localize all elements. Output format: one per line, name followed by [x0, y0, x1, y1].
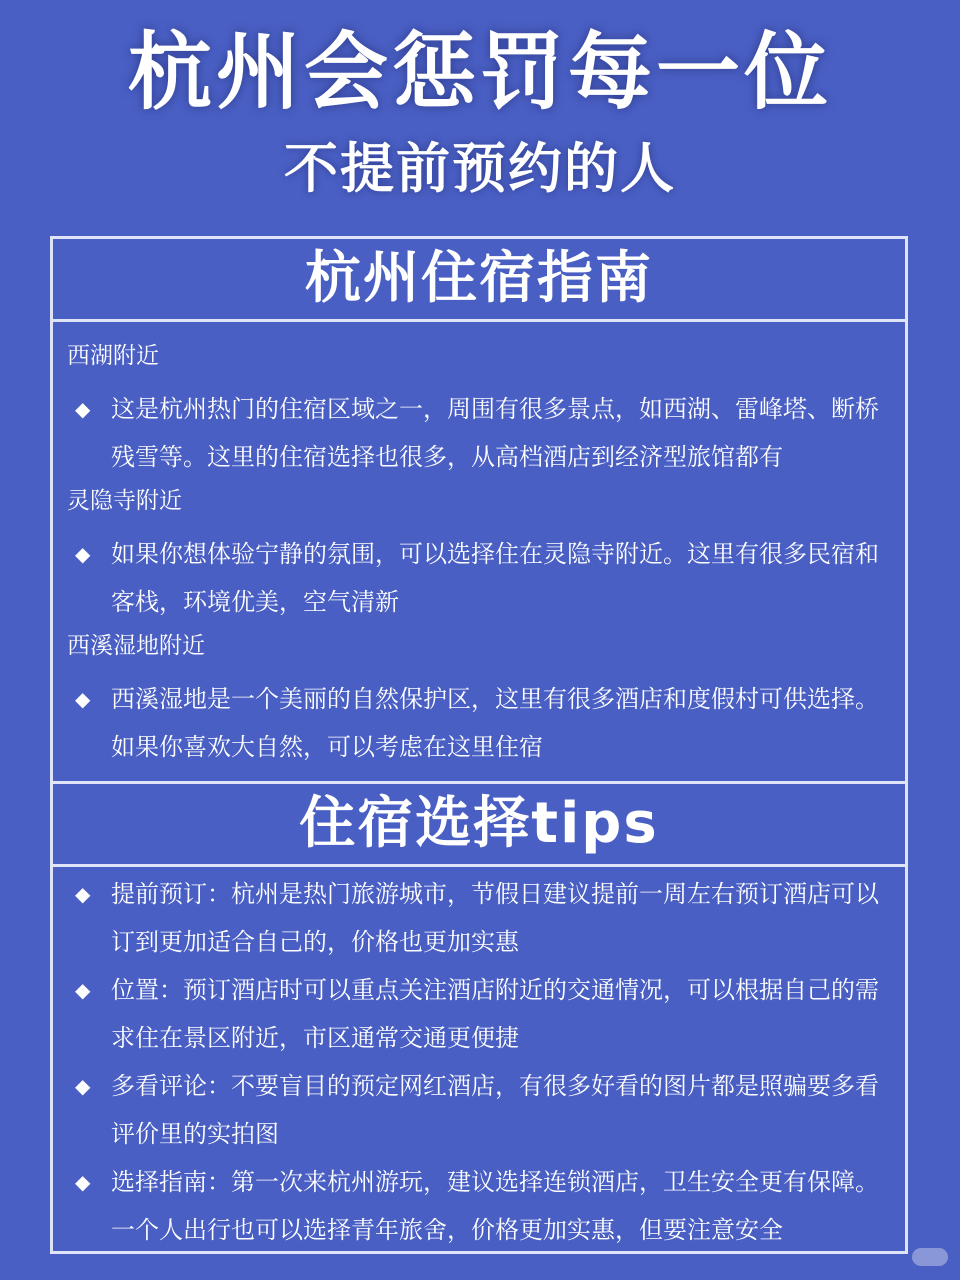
- area-text-west-lake: 这是杭州热门的住宿区域之一，周围有很多景点，如西湖、雷峰塔、断桥残雪等。这里的住宿选择也很多，从高档酒店到经济型旅馆都有: [111, 395, 879, 471]
- tip-item-reviews: 多看评论：不要盲目的预定网红酒店，有很多好看的图片都是照骗要多看评价里的实拍图: [111, 1072, 879, 1148]
- watermark-badge: [912, 1248, 948, 1266]
- diamond-bullet-icon: ◆: [75, 687, 91, 711]
- diamond-bullet-icon: ◆: [75, 882, 91, 906]
- main-title: 杭州会惩罚每一位: [127, 23, 832, 121]
- sub-title: 不提前预约的人: [284, 137, 676, 200]
- tips-heading: 住宿选择tips: [53, 784, 905, 867]
- tip-item-choice-guide: 选择指南：第一次来杭州游玩，建议选择连锁酒店，卫生安全更有保障。一个人出行也可以选择青年旅舍，价格更加实惠，但要注意安全: [111, 1168, 879, 1244]
- diamond-bullet-icon: ◆: [75, 1170, 91, 1194]
- diamond-bullet-icon: ◆: [75, 1074, 91, 1098]
- diamond-bullet-icon: ◆: [75, 397, 91, 421]
- area-title-west-lake: 西湖附近: [67, 343, 159, 369]
- area-title-xixi-wetland: 西溪湿地附近: [67, 633, 205, 659]
- area-text-xixi-wetland: 西溪湿地是一个美丽的自然保护区，这里有很多酒店和度假村可供选择。如果你喜欢大自然，可以考虑在这里住宿: [111, 685, 879, 761]
- diamond-bullet-icon: ◆: [75, 978, 91, 1002]
- diamond-bullet-icon: ◆: [75, 542, 91, 566]
- area-title-lingyin-temple: 灵隐寺附近: [67, 488, 182, 514]
- tip-item-book-ahead: 提前预订：杭州是热门旅游城市，节假日建议提前一周左右预订酒店可以订到更加适合自己的，价格也更加实惠: [111, 880, 879, 956]
- lodging-guide-heading: 杭州住宿指南: [53, 239, 905, 322]
- tip-item-location: 位置：预订酒店时可以重点关注酒店附近的交通情况，可以根据自己的需求住在景区附近，市区通常交通更便捷: [111, 976, 879, 1052]
- lodging-guide-panel: [50, 236, 908, 784]
- tips-panel: [50, 784, 908, 1254]
- area-text-lingyin-temple: 如果你想体验宁静的氛围，可以选择住在灵隐寺附近。这里有很多民宿和客栈，环境优美，空气清新: [111, 540, 879, 616]
